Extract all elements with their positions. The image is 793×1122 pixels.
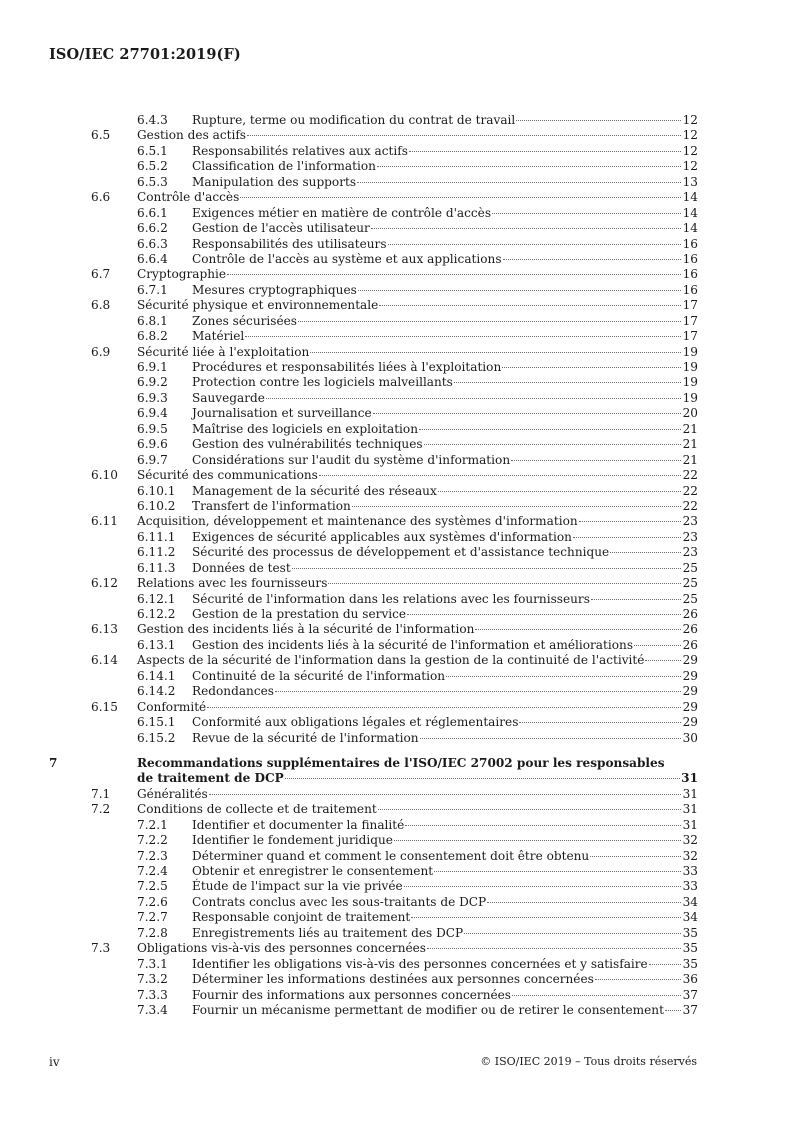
toc-entry-page: 16 <box>682 236 698 251</box>
toc-entry-title: Fournir un mécanisme permettant de modifier ou de retirer le consentement <box>192 1002 664 1017</box>
toc-dot-leader <box>292 568 681 569</box>
toc-entry-title: Responsabilités relatives aux actifs <box>192 143 408 158</box>
toc-entry-number: 6.5.2 <box>137 159 168 174</box>
toc-entry-title: Exigences métier en matière de contrôle d'accès <box>192 205 492 220</box>
toc-entry-number: 7.2.4 <box>137 864 168 878</box>
toc-entry-number: 7.2.5 <box>137 879 168 894</box>
toc-dot-leader <box>411 917 681 918</box>
toc-entry-page: 12 <box>682 143 698 158</box>
toc-dot-leader <box>446 676 681 677</box>
toc-dot-leader <box>207 707 681 708</box>
toc-dot-leader <box>434 871 681 872</box>
toc-entry-page: 33 <box>682 879 698 894</box>
toc-dot-leader <box>310 352 681 353</box>
toc-entry-page: 17 <box>682 329 698 344</box>
toc-entry-title: Obtenir et enregistrer le consentement <box>192 864 434 878</box>
toc-dot-leader <box>209 794 681 795</box>
toc-entry-page: 34 <box>682 910 698 925</box>
toc-entry-page: 26 <box>682 622 698 637</box>
toc-entry-title: Gestion de la prestation du service <box>192 607 407 621</box>
toc-entry-title: Contrôle d'accès <box>137 190 240 205</box>
toc-entry[interactable] <box>49 592 698 607</box>
toc-dot-leader <box>388 244 681 245</box>
toc-entry-number: 6.9 <box>91 344 111 359</box>
toc-entry[interactable] <box>49 622 698 637</box>
toc-dot-leader <box>409 151 681 152</box>
toc-entry-title: Responsable conjoint de traitement <box>192 910 411 925</box>
toc-entry-number: 6.14 <box>91 653 118 668</box>
toc-entry-title: Obligations vis-à-vis des personnes concernées <box>137 941 426 956</box>
toc-entry-title: Déterminer les informations destinées aux personnes concernées <box>192 972 594 987</box>
toc-entry-title: Déterminer quand et comment le consentement doit être obtenu <box>192 848 590 863</box>
toc-dot-leader <box>420 738 681 739</box>
toc-entry[interactable] <box>49 756 698 771</box>
toc-entry-title: Transfert de l'information <box>192 498 351 513</box>
toc-entry-title: Fournir des informations aux personnes concernées <box>192 987 512 1002</box>
toc-entry-number: 6.12.1 <box>137 591 176 606</box>
toc-entry-number: 7.3 <box>91 941 111 956</box>
toc-dot-leader <box>247 135 681 136</box>
toc-entry-number: 7 <box>49 755 58 770</box>
toc-entry-title: Sauvegarde <box>192 390 265 405</box>
toc-entry[interactable] <box>49 468 698 483</box>
toc-dot-leader <box>591 599 681 600</box>
toc-entry-number: 6.4.3 <box>137 113 168 127</box>
toc-entry[interactable] <box>49 895 698 910</box>
toc-entry-page: 23 <box>682 529 698 544</box>
toc-entry-title: Sécurité liée à l'exploitation <box>137 344 310 359</box>
toc-entry-page: 25 <box>682 591 698 606</box>
toc-entry-title: Contrôle de l'accès au système et aux applications <box>192 251 502 266</box>
toc-entry-page: 31 <box>682 786 698 801</box>
toc-dot-leader <box>649 964 681 965</box>
toc-dot-leader <box>492 213 681 214</box>
toc-entry-number: 7.2.7 <box>137 910 168 925</box>
toc-entry-page: 32 <box>682 848 698 863</box>
toc-entry-page: 21 <box>682 421 698 436</box>
toc-entry[interactable] <box>49 267 698 282</box>
toc-entry[interactable] <box>49 941 698 956</box>
toc-entry[interactable] <box>49 607 698 622</box>
toc-dot-leader <box>377 166 681 167</box>
toc-dot-leader <box>275 691 681 692</box>
toc-dot-leader <box>419 429 681 430</box>
toc-entry[interactable] <box>49 422 698 437</box>
toc-entry-number: 6.15 <box>91 699 118 714</box>
toc-entry[interactable] <box>49 926 698 941</box>
toc-dot-leader <box>245 336 681 337</box>
toc-entry[interactable] <box>49 453 698 468</box>
toc-entry[interactable] <box>49 391 698 406</box>
toc-entry[interactable] <box>49 375 698 390</box>
toc-entry-number: 7.3.2 <box>137 972 168 987</box>
toc-dot-leader <box>634 645 681 646</box>
toc-entry-number: 6.10.2 <box>137 498 176 513</box>
toc-entry-page: 13 <box>682 174 698 189</box>
toc-entry[interactable] <box>49 360 698 375</box>
toc-entry-page: 22 <box>682 468 698 483</box>
toc-dot-leader <box>595 979 681 980</box>
toc-entry-page: 25 <box>682 576 698 591</box>
toc-entry-title: Mesures cryptographiques <box>192 282 357 297</box>
toc-entry[interactable] <box>49 700 698 715</box>
toc-entry-number: 6.9.5 <box>137 421 168 436</box>
toc-dot-leader <box>405 825 681 826</box>
toc-entry[interactable] <box>49 576 698 591</box>
toc-entry-title: Rupture, terme ou modification du contrat de travail <box>192 113 516 127</box>
document-id-header: ISO/IEC 27701:2019(F) <box>49 46 241 63</box>
toc-dot-leader <box>379 305 681 306</box>
toc-entry-page: 14 <box>682 221 698 236</box>
toc-entry[interactable] <box>49 988 698 1003</box>
toc-entry[interactable] <box>49 113 698 128</box>
toc-entry-title: Redondances <box>192 684 274 699</box>
toc-dot-leader <box>454 382 681 383</box>
toc-entry[interactable] <box>49 833 698 848</box>
toc-entry-number: 6.15.2 <box>137 730 176 745</box>
toc-entry-title: Sécurité des processus de développement et d'assistance technique <box>192 545 610 560</box>
toc-dot-leader <box>424 444 681 445</box>
toc-entry-number: 7.2 <box>91 802 111 817</box>
toc-entry-page: 36 <box>682 972 698 987</box>
toc-entry-page: 19 <box>682 360 698 374</box>
toc-entry-page: 35 <box>682 956 698 971</box>
toc-entry-number: 7.2.3 <box>137 848 168 863</box>
toc-entry-title: Sécurité des communications <box>137 468 318 483</box>
toc-dot-leader <box>427 948 681 949</box>
toc-entry-page: 35 <box>682 925 698 940</box>
toc-entry-title: Étude de l'impact sur la vie privée <box>192 879 403 894</box>
toc-entry[interactable] <box>49 731 698 746</box>
toc-entry-number: 7.2.1 <box>137 817 168 832</box>
toc-entry-page: 22 <box>682 498 698 513</box>
toc-entry-page: 23 <box>682 545 698 560</box>
toc-entry-title: Recommandations supplémentaires de l'ISO/IEC 27002 pour les responsables <box>137 755 665 770</box>
toc-entry-title: Conformité <box>137 699 207 714</box>
toc-dot-leader <box>266 398 681 399</box>
toc-entry-number: 6.6.3 <box>137 236 168 251</box>
toc-dot-leader <box>464 933 681 934</box>
toc-entry-number: 6.12 <box>91 576 118 591</box>
toc-entry-number: 6.9.4 <box>137 406 168 421</box>
toc-entry-number: 7.2.6 <box>137 894 168 909</box>
toc-entry-title: Cryptographie <box>137 267 227 282</box>
toc-entry[interactable] <box>49 329 698 344</box>
toc-entry[interactable] <box>49 684 698 699</box>
toc-dot-leader <box>404 886 681 887</box>
toc-entry-page: 31 <box>681 771 698 786</box>
toc-entry-page: 12 <box>682 128 698 143</box>
toc-entry-number: 6.5.1 <box>137 143 168 158</box>
toc-entry-page: 19 <box>682 390 698 405</box>
toc-entry[interactable] <box>49 406 698 421</box>
toc-entry-title: Enregistrements liés au traitement des DCP <box>192 925 464 940</box>
toc-entry[interactable] <box>49 345 698 360</box>
toc-entry-page: 12 <box>682 113 698 127</box>
toc-dot-leader <box>475 629 681 630</box>
toc-entry-page: 23 <box>682 514 698 529</box>
toc-dot-leader <box>227 274 681 275</box>
toc-entry-number: 7.3.1 <box>137 956 168 971</box>
toc-entry-number: 7.2.8 <box>137 925 168 940</box>
toc-dot-leader <box>590 856 681 857</box>
toc-entry-number: 6.12.2 <box>137 607 176 621</box>
toc-entry-title: Considérations sur l'audit du système d'information <box>192 452 511 467</box>
toc-entry-page: 32 <box>682 833 698 848</box>
toc-dot-leader <box>357 182 681 183</box>
toc-entry-page: 37 <box>682 1002 698 1017</box>
toc-entry[interactable] <box>49 252 698 267</box>
toc-entry-page: 16 <box>682 267 698 282</box>
toc-entry-continuation[interactable] <box>49 771 698 786</box>
toc-entry-title: Gestion de l'accès utilisateur <box>192 221 370 236</box>
toc-entry-number: 6.7.1 <box>137 282 168 297</box>
toc-entry[interactable] <box>49 128 698 143</box>
toc-entry-number: 6.6.4 <box>137 251 168 266</box>
toc-spacer <box>49 746 698 756</box>
toc-entry-page: 29 <box>682 653 698 668</box>
toc-entry-title: Identifier le fondement juridique <box>192 833 393 848</box>
toc-entry-page: 29 <box>682 715 698 730</box>
toc-dot-leader <box>516 120 681 121</box>
toc-entry-number: 6.9.2 <box>137 375 168 390</box>
toc-entry[interactable] <box>49 159 698 174</box>
toc-entry-title: Gestion des incidents liés à la sécurité de l'information et améliorations <box>192 637 634 652</box>
toc-entry-title: Protection contre les logiciels malveillants <box>192 375 453 390</box>
toc-entry[interactable] <box>49 638 698 653</box>
toc-entry[interactable] <box>49 715 698 730</box>
toc-entry[interactable] <box>49 190 698 205</box>
toc-dot-leader <box>579 521 681 522</box>
toc-entry-number: 6.6.1 <box>137 205 168 220</box>
toc-entry-title: Sécurité de l'information dans les relations avec les fournisseurs <box>192 591 590 606</box>
toc-entry[interactable] <box>49 653 698 668</box>
toc-entry-title: Identifier et documenter la finalité <box>192 817 405 832</box>
toc-entry-number: 6.13.1 <box>137 637 176 652</box>
toc-entry-title: Sécurité physique et environnementale <box>137 298 379 313</box>
toc-dot-leader <box>519 722 681 723</box>
toc-entry-title: Données de test <box>192 560 291 575</box>
toc-entry-title: Généralités <box>137 786 208 801</box>
toc-entry-number: 6.9.1 <box>137 360 168 374</box>
toc-entry-page: 25 <box>682 560 698 575</box>
toc-entry[interactable] <box>49 545 698 560</box>
toc-entry-number: 6.6.2 <box>137 221 168 236</box>
toc-entry-number: 6.5 <box>91 128 111 143</box>
toc-entry-number: 6.5.3 <box>137 174 168 189</box>
toc-entry[interactable] <box>49 864 698 879</box>
toc-entry-page: 19 <box>682 344 698 359</box>
toc-entry[interactable] <box>49 237 698 252</box>
toc-entry-page: 17 <box>682 298 698 313</box>
toc-entry[interactable] <box>49 437 698 452</box>
toc-entry-number: 6.10 <box>91 468 118 483</box>
toc-entry-title: Identifier les obligations vis-à-vis des personnes concernées et y satisfaire <box>192 956 648 971</box>
toc-entry-title: Acquisition, développement et maintenance des systèmes d'information <box>137 514 578 529</box>
toc-entry-number: 6.8.1 <box>137 313 168 328</box>
toc-entry-page: 12 <box>682 159 698 174</box>
toc-entry-number: 7.1 <box>91 786 111 801</box>
toc-entry-title: Journalisation et surveillance <box>192 406 372 421</box>
toc-dot-leader <box>407 614 681 615</box>
toc-entry-number: 7.2.2 <box>137 833 168 848</box>
toc-entry-title: Gestion des incidents liés à la sécurité de l'information <box>137 622 475 637</box>
toc-entry-number: 6.11.1 <box>137 529 176 544</box>
toc-entry-page: 33 <box>682 864 698 878</box>
toc-dot-leader <box>394 840 681 841</box>
toc-entry-page: 31 <box>682 802 698 817</box>
toc-entry-title: Zones sécurisées <box>192 313 297 328</box>
toc-entry-page: 20 <box>682 406 698 421</box>
toc-entry-page: 29 <box>682 699 698 714</box>
toc-entry[interactable] <box>49 499 698 514</box>
toc-entry[interactable] <box>49 314 698 329</box>
toc-entry-page: 34 <box>682 894 698 909</box>
toc-entry-title: Contrats conclus avec les sous-traitants de DCP <box>192 894 487 909</box>
toc-entry-number: 6.9.7 <box>137 452 168 467</box>
toc-entry[interactable] <box>49 175 698 190</box>
toc-entry-number: 6.11 <box>91 514 118 529</box>
toc-entry-title: Maîtrise des logiciels en exploitation <box>192 421 418 436</box>
toc-entry-page: 16 <box>682 282 698 297</box>
toc-entry-page: 16 <box>682 251 698 266</box>
toc-entry-number: 6.7 <box>91 267 111 282</box>
toc-entry[interactable] <box>49 849 698 864</box>
toc-entry-title: Responsabilités des utilisateurs <box>192 236 387 251</box>
toc-entry-page: 21 <box>682 452 698 467</box>
toc-dot-leader <box>511 460 681 461</box>
toc-entry[interactable] <box>49 1003 698 1018</box>
toc-entry-number: 6.6 <box>91 190 111 205</box>
toc-dot-leader <box>285 778 680 779</box>
toc-entry[interactable] <box>49 561 698 576</box>
page-number: iv <box>49 1055 60 1069</box>
toc-entry-page: 29 <box>682 668 698 683</box>
toc-entry-title: Matériel <box>192 329 245 344</box>
toc-dot-leader <box>328 583 681 584</box>
toc-dot-leader <box>487 902 681 903</box>
toc-entry[interactable] <box>49 957 698 972</box>
toc-entry-page: 17 <box>682 313 698 328</box>
toc-entry-page: 21 <box>682 437 698 452</box>
toc-entry[interactable] <box>49 910 698 925</box>
toc-entry-number: 6.9.3 <box>137 390 168 405</box>
toc-entry-page: 29 <box>682 684 698 699</box>
toc-dot-leader <box>610 552 681 553</box>
toc-entry-page: 22 <box>682 483 698 498</box>
toc-entry-number: 6.13 <box>91 622 118 637</box>
toc-entry-title: Continuité de la sécurité de l'information <box>192 668 446 683</box>
toc-entry[interactable] <box>49 144 698 159</box>
toc-entry-page: 31 <box>682 817 698 832</box>
toc-entry-page: 19 <box>682 375 698 390</box>
toc-entry-title: Gestion des actifs <box>137 128 247 143</box>
toc-entry-number: 7.3.4 <box>137 1002 168 1017</box>
toc-entry[interactable] <box>49 879 698 894</box>
toc-entry[interactable] <box>49 514 698 529</box>
toc-entry[interactable] <box>49 669 698 684</box>
toc-entry-page: 37 <box>682 987 698 1002</box>
toc-dot-leader <box>503 259 681 260</box>
toc-entry-title: Conditions de collecte et de traitement <box>137 802 377 817</box>
toc-dot-leader <box>298 321 681 322</box>
toc-dot-leader <box>371 228 681 229</box>
toc-dot-leader <box>319 475 681 476</box>
toc-entry-number: 6.15.1 <box>137 715 176 730</box>
toc-dot-leader <box>665 1010 681 1011</box>
toc-entry[interactable] <box>49 298 698 313</box>
toc-dot-leader <box>645 660 681 661</box>
toc-entry-number: 6.10.1 <box>137 483 176 498</box>
toc-entry-number: 6.14.2 <box>137 684 176 699</box>
toc-entry-page: 26 <box>682 637 698 652</box>
toc-entry[interactable] <box>49 787 698 802</box>
toc-entry-title: Management de la sécurité des réseaux <box>192 483 437 498</box>
toc-entry-number: 6.14.1 <box>137 668 176 683</box>
toc-dot-leader <box>512 995 681 996</box>
toc-entry-title: Classification de l'information <box>192 159 376 174</box>
table-of-contents <box>49 113 698 1018</box>
toc-entry[interactable] <box>49 818 698 833</box>
toc-entry-title: Gestion des vulnérabilités techniques <box>192 437 423 452</box>
toc-entry[interactable] <box>49 283 698 298</box>
toc-entry-page: 30 <box>682 730 698 745</box>
toc-dot-leader <box>378 809 681 810</box>
toc-entry-title: Revue de la sécurité de l'information <box>192 730 419 745</box>
toc-entry[interactable] <box>49 972 698 987</box>
toc-entry[interactable] <box>49 530 698 545</box>
toc-dot-leader <box>502 367 681 368</box>
toc-dot-leader <box>358 290 681 291</box>
toc-entry[interactable] <box>49 221 698 236</box>
toc-entry-number: 6.9.6 <box>137 437 168 452</box>
toc-dot-leader <box>438 491 681 492</box>
toc-entry-number: 6.8.2 <box>137 329 168 344</box>
toc-entry-title: Manipulation des supports <box>192 174 357 189</box>
copyright-notice: © ISO/IEC 2019 – Tous droits réservés <box>480 1055 697 1068</box>
toc-entry-page: 26 <box>682 607 698 621</box>
toc-entry-number: 7.3.3 <box>137 987 168 1002</box>
toc-entry-title: de traitement de DCP <box>137 771 284 786</box>
toc-entry-number: 6.8 <box>91 298 111 313</box>
toc-entry-page: 14 <box>682 190 698 205</box>
toc-entry-number: 6.11.3 <box>137 560 176 575</box>
toc-entry-number: 6.11.2 <box>137 545 176 560</box>
toc-entry[interactable] <box>49 206 698 221</box>
toc-entry-title: Aspects de la sécurité de l'information dans la gestion de la continuité de l'activité <box>137 653 645 668</box>
toc-entry-title: Conformité aux obligations légales et réglementaires <box>192 715 519 730</box>
toc-entry-page: 35 <box>682 941 698 956</box>
toc-dot-leader <box>240 197 681 198</box>
toc-entry-title: Procédures et responsabilités liées à l'exploitation <box>192 360 502 374</box>
toc-entry-title: Relations avec les fournisseurs <box>137 576 328 591</box>
toc-entry[interactable] <box>49 802 698 817</box>
toc-entry-title: Exigences de sécurité applicables aux systèmes d'information <box>192 529 572 544</box>
toc-entry[interactable] <box>49 484 698 499</box>
toc-dot-leader <box>573 537 681 538</box>
toc-entry-page: 14 <box>682 205 698 220</box>
toc-dot-leader <box>352 506 681 507</box>
toc-dot-leader <box>373 413 681 414</box>
